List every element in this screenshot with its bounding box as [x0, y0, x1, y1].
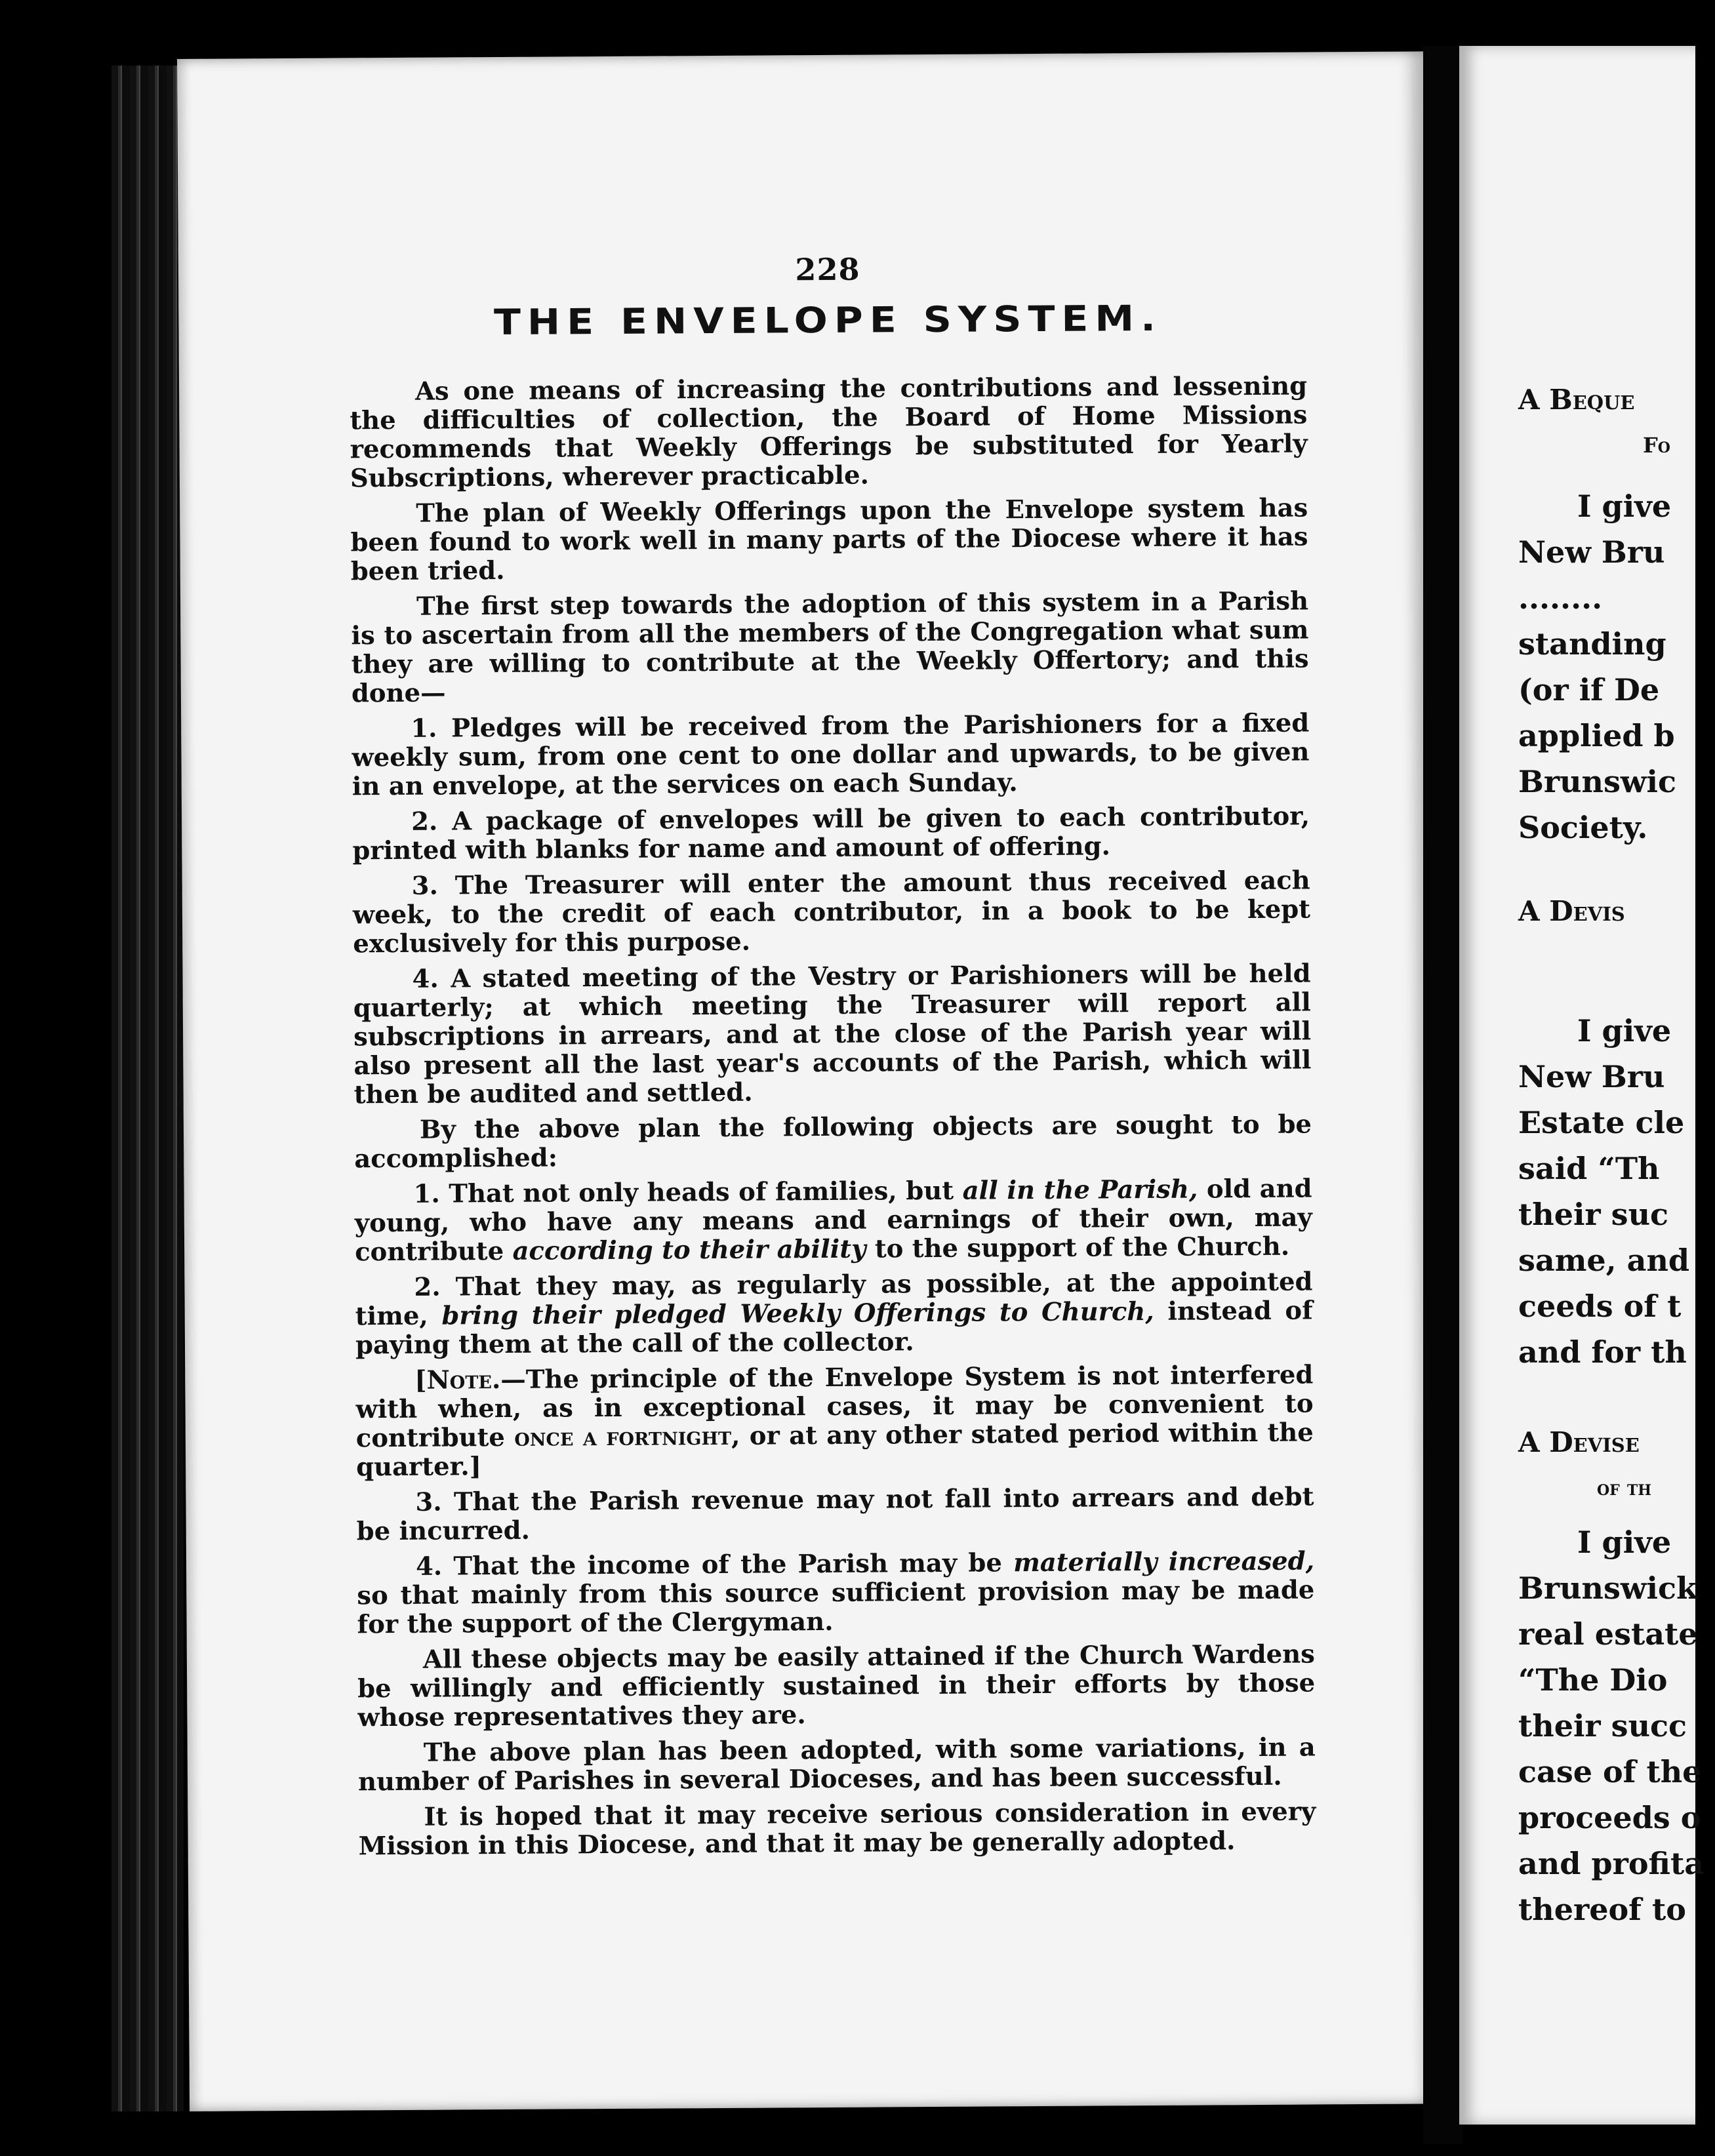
- object-1-text-middle: old and young, who have any means and earnings of their own, may contribute: [354, 1174, 1312, 1268]
- right-line: their succ: [1518, 1708, 1687, 1744]
- object-4-text-end: so that mainly from this source sufficient provision may be made for the support of the Clergyman.: [357, 1575, 1315, 1640]
- right-line: ceeds of t: [1518, 1288, 1682, 1324]
- paragraph-plan: The plan of Weekly Offerings upon the Envelope system has been found to work well in many parts of the Diocese where it has been tried.: [350, 493, 1308, 587]
- object-1-text: 1. That not only heads of families, but: [413, 1176, 963, 1209]
- right-line-subheading-1: Fo: [1643, 433, 1670, 458]
- right-line: New Bru: [1518, 1059, 1665, 1094]
- right-line: “The Dio: [1518, 1662, 1668, 1698]
- right-line: New Bru: [1518, 534, 1665, 570]
- body-text: [350, 372, 1316, 1861]
- note-text-end: or at any other stated period within the quarter.]: [355, 1418, 1314, 1483]
- right-line: case of the: [1518, 1754, 1702, 1789]
- right-line: standing: [1518, 626, 1666, 662]
- right-line: proceeds o: [1518, 1800, 1701, 1835]
- object-4-text: 4. That the income of the Parish may be: [415, 1548, 1014, 1582]
- book-spine: [111, 66, 184, 2111]
- page-gutter: [1423, 46, 1463, 2144]
- closing-2: The above plan has been adopted, with some variations, in a number of Parishes in several Dioceses, and has been successful.: [357, 1732, 1316, 1797]
- right-line: and profita: [1518, 1846, 1705, 1881]
- object-2-italic: bring their pledged Weekly Offerings to Church,: [441, 1296, 1154, 1331]
- step-2: 2. A package of envelopes will be given to each contributor, printed with blanks for name and amount of offering.: [352, 801, 1310, 866]
- right-line: applied b: [1518, 718, 1675, 753]
- object-2-text: 2. That they may, as regularly as possible, at the appointed time,: [355, 1267, 1313, 1332]
- right-line-heading-3: A Devise: [1518, 1426, 1640, 1458]
- right-line-subheading-3: of th: [1597, 1475, 1652, 1500]
- object-1: [354, 1174, 1312, 1267]
- right-line: Estate cle: [1518, 1105, 1685, 1140]
- paragraph-first-step: The first step towards the adoption of this system in a Parish is to ascertain from all the members of the Congregation what sum they are willing to contribute at the Weekly Offertory; and this done—: [351, 586, 1309, 709]
- paragraph-intro: As one means of increasing the contributions and lessening the difficulties of collection, the Board of Home Missions recommends that Weekly Offerings be substituted for Yearly Subscriptions, wherever practicable.: [350, 371, 1308, 494]
- closing-3: It is hoped that it may receive serious consideration in every Mission in this Diocese, and that it may be generally adopted.: [358, 1797, 1316, 1862]
- right-line: Society.: [1518, 810, 1648, 845]
- note-paragraph: [355, 1361, 1314, 1482]
- right-line: I give: [1577, 489, 1672, 524]
- object-2-text-end: instead of paying them at the call of the collector.: [355, 1296, 1313, 1361]
- left-page: [177, 51, 1436, 2111]
- object-3: 3. That the Parish revenue may not fall into arrears and debt be incurred.: [356, 1482, 1314, 1547]
- note-label: Note.: [426, 1365, 501, 1395]
- note-small-caps: once a fortnight,: [514, 1421, 740, 1452]
- right-line: (or if De: [1518, 672, 1660, 708]
- right-line: thereof to: [1518, 1892, 1686, 1927]
- right-line: Brunswic: [1518, 764, 1676, 799]
- page-number: 228: [795, 251, 860, 288]
- note-text: —The principle of the Envelope System is not interfered with when, as in exceptional cases, it may be convenient to contribute: [355, 1360, 1314, 1454]
- right-line-heading-1: A Beque: [1518, 384, 1635, 416]
- closing-1: All these objects may be easily attained if the Church Wardens be willingly and efficiently sustained in their efforts by those whose representatives they are.: [357, 1639, 1316, 1733]
- object-2: [355, 1268, 1313, 1360]
- object-1-text-end: to the support of the Church.: [866, 1231, 1290, 1264]
- right-line: I give: [1577, 1013, 1672, 1048]
- step-3: 3. The Treasurer will enter the amount thus received each week, to the credit of each contributor, in a book to be kept exclusively for this purpose.: [352, 866, 1311, 959]
- note-bracket: [: [414, 1365, 427, 1395]
- object-1-italic: all in the Parish,: [962, 1174, 1198, 1206]
- step-1: 1. Pledges will be received from the Parishioners for a fixed weekly sum, from one cent to one dollar and upwards, to be given in an envelope, at the services on each Sunday.: [352, 708, 1310, 802]
- right-line: real estate: [1518, 1616, 1698, 1652]
- right-line: said “Th: [1518, 1151, 1660, 1186]
- right-line: Brunswick: [1518, 1570, 1697, 1606]
- paragraph-objects: By the above plan the following objects are sought to be accomplished:: [354, 1109, 1312, 1174]
- right-page: [1459, 46, 1705, 2125]
- object-4: [357, 1547, 1315, 1639]
- right-line: I give: [1577, 1525, 1672, 1560]
- step-4: 4. A stated meeting of the Vestry or Parishioners will be held quarterly; at which meeting the Treasurer will report all subscriptions in arrears, and at the close of the Parish year will also present all the last year's accounts of the Parish, which will then be audited and settled.: [353, 959, 1312, 1110]
- right-line: ........: [1518, 580, 1603, 616]
- object-4-italic: materially increased,: [1013, 1546, 1315, 1578]
- right-line-heading-2: A Devis: [1518, 895, 1625, 927]
- page-title: THE ENVELOPE SYSTEM.: [493, 298, 1163, 344]
- object-1-italic-2: according to their ability: [512, 1234, 866, 1266]
- right-line: and for th: [1518, 1334, 1687, 1370]
- right-line: their suc: [1518, 1197, 1669, 1232]
- left-page-content: [349, 249, 1316, 1867]
- right-line: same, and: [1518, 1243, 1690, 1278]
